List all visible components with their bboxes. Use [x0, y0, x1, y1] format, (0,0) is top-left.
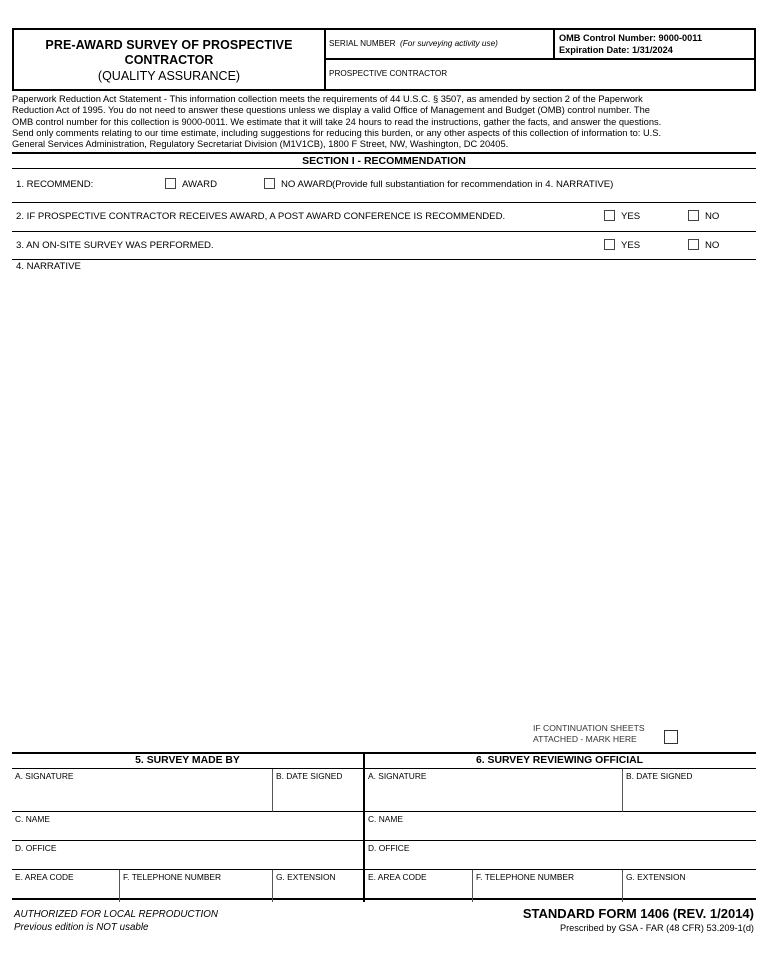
form-header: [12, 28, 756, 91]
cell-reviewing-official-signature[interactable]: [365, 769, 623, 812]
cell-survey-made-by-signature[interactable]: [12, 769, 273, 812]
cell-survey-made-by-name[interactable]: [12, 812, 363, 841]
cell-reviewing-official-office[interactable]: [365, 841, 756, 870]
label-survey-made-by-telephone-number: F. TELEPHONE NUMBER: [123, 872, 222, 882]
label-reviewing-official-office: D. OFFICE: [368, 843, 410, 853]
label-survey-made-by-date-signed: B. DATE SIGNED: [276, 771, 343, 781]
omb-expiration-date: Expiration Date: 1/31/2024: [559, 45, 673, 55]
checkbox-award-label: AWARD: [182, 179, 217, 190]
section-5-heading: 5. SURVEY MADE BY: [135, 755, 240, 766]
checkbox-q2-yes-label: YES: [621, 211, 641, 222]
checkbox-award[interactable]: [165, 178, 176, 189]
checkbox-continuation-sheets[interactable]: [664, 730, 678, 744]
pra-line-5: General Services Administration, Regulatory Secretariat Division (M1V1CB), 1800 F Street, NW, Washington, DC 20405.: [12, 139, 509, 150]
label-survey-made-by-name: C. NAME: [15, 814, 50, 824]
cell-reviewing-official-date-signed[interactable]: [623, 769, 756, 812]
label-reviewing-official-area-code: E. AREA CODE: [368, 872, 427, 882]
cell-survey-made-by-office[interactable]: [12, 841, 363, 870]
checkbox-q3-yes[interactable]: [604, 239, 615, 250]
question-1-row: [12, 170, 756, 203]
checkbox-q3-no[interactable]: [688, 239, 699, 250]
cell-survey-made-by-date-signed[interactable]: [273, 769, 363, 812]
cell-reviewing-official-telephone-number[interactable]: [473, 870, 623, 902]
label-reviewing-official-extension: G. EXTENSION: [626, 872, 686, 882]
footer-authorized-line2: Previous edition is NOT usable: [14, 922, 149, 933]
checkbox-no-award-label: NO AWARD: [281, 179, 333, 190]
omb-control-number: OMB Control Number: 9000-0011: [559, 33, 702, 43]
cell-reviewing-official-name[interactable]: [365, 812, 756, 841]
signature-table-center-divider: [363, 754, 365, 902]
section-1-heading: SECTION I - RECOMMENDATION: [12, 152, 756, 169]
serial-number-note: (For surveying activity use): [400, 39, 498, 48]
checkbox-q2-yes[interactable]: [604, 210, 615, 221]
footer-prescribed-by: Prescribed by GSA - FAR (48 CFR) 53.209-1(d): [559, 923, 754, 933]
question-3-row: [12, 232, 756, 260]
continuation-sheets-line2: ATTACHED - MARK HERE: [533, 733, 637, 744]
footer-form-number: STANDARD FORM 1406 (REV. 1/2014): [522, 906, 754, 921]
checkbox-no-award[interactable]: [264, 178, 275, 189]
checkbox-q2-no-label: NO: [705, 211, 720, 222]
pra-line-1: Paperwork Reduction Act Statement - This information collection meets the requirements of 44 U.S.C. § 3507, as amended by section 2 of the Paperwork: [12, 94, 643, 104]
checkbox-q3-no-label: NO: [705, 240, 720, 251]
serial-number-label: SERIAL NUMBER: [329, 39, 396, 48]
form-title-line3: (QUALITY ASSURANCE): [97, 68, 241, 83]
prospective-contractor-label: PROSPECTIVE CONTRACTOR: [329, 69, 448, 78]
question-2-label: 2. IF PROSPECTIVE CONTRACTOR RECEIVES AWARD, A POST AWARD CONFERENCE IS RECOMMENDED.: [16, 211, 506, 222]
section-6-heading: 6. SURVEY REVIEWING OFFICIAL: [475, 755, 644, 766]
serial-number-field[interactable]: [326, 30, 555, 60]
form-title-cell: [14, 30, 326, 89]
form-title-line1: PRE-AWARD SURVEY OF PROSPECTIVE: [45, 37, 293, 52]
paperwork-reduction-act-statement: [12, 94, 752, 150]
label-survey-made-by-extension: G. EXTENSION: [276, 872, 336, 882]
label-reviewing-official-date-signed: B. DATE SIGNED: [626, 771, 693, 781]
checkbox-no-award-note: (Provide full substantiation for recommendation in 4. NARRATIVE): [332, 179, 614, 190]
footer-authorized-note: [14, 908, 218, 934]
cell-reviewing-official-extension[interactable]: [623, 870, 756, 902]
signature-table: [12, 752, 756, 900]
footer-form-identity: [523, 906, 754, 935]
prospective-contractor-field[interactable]: [326, 60, 754, 89]
continuation-sheets-label: [533, 723, 713, 744]
narrative-input-area[interactable]: [12, 275, 756, 715]
pra-line-4: Send only comments relating to our time estimate, including suggestions for reducing this burden, or any other aspects of this collection of information to: U.S.: [12, 127, 662, 138]
cell-survey-made-by-telephone-number[interactable]: [120, 870, 273, 902]
form-title-line2: CONTRACTOR: [124, 52, 214, 67]
question-3-label: 3. AN ON-SITE SURVEY WAS PERFORMED.: [16, 240, 214, 251]
checkbox-q3-yes-label: YES: [621, 240, 641, 251]
pra-line-2: Reduction Act of 1995. You do not need to answer these questions unless we display a valid Office of Management and Budget (OMB) control number. The: [12, 105, 650, 116]
narrative-label: 4. NARRATIVE: [16, 261, 81, 272]
label-reviewing-official-name: C. NAME: [368, 814, 403, 824]
question-2-row: [12, 203, 756, 232]
question-1-label: 1. RECOMMEND:: [16, 179, 94, 190]
cell-reviewing-official-area-code[interactable]: [365, 870, 473, 902]
label-reviewing-official-signature: A. SIGNATURE: [368, 771, 427, 781]
footer-authorized-line1: AUTHORIZED FOR LOCAL REPRODUCTION: [14, 909, 218, 920]
label-survey-made-by-signature: A. SIGNATURE: [15, 771, 74, 781]
cell-survey-made-by-area-code[interactable]: [12, 870, 120, 902]
omb-info-cell: [555, 30, 754, 60]
pra-line-3: OMB control number for this collection is 9000-0011. We estimate that it will take 24 hours to read the instructions, gather the facts, and answer the questions.: [12, 116, 662, 127]
cell-survey-made-by-extension[interactable]: [273, 870, 363, 902]
label-survey-made-by-office: D. OFFICE: [15, 843, 57, 853]
label-survey-made-by-area-code: E. AREA CODE: [15, 872, 74, 882]
signature-table-heading-row: [12, 754, 756, 769]
checkbox-q2-no[interactable]: [688, 210, 699, 221]
label-reviewing-official-telephone-number: F. TELEPHONE NUMBER: [476, 872, 575, 882]
continuation-sheets-line1: IF CONTINUATION SHEETS: [533, 723, 645, 733]
